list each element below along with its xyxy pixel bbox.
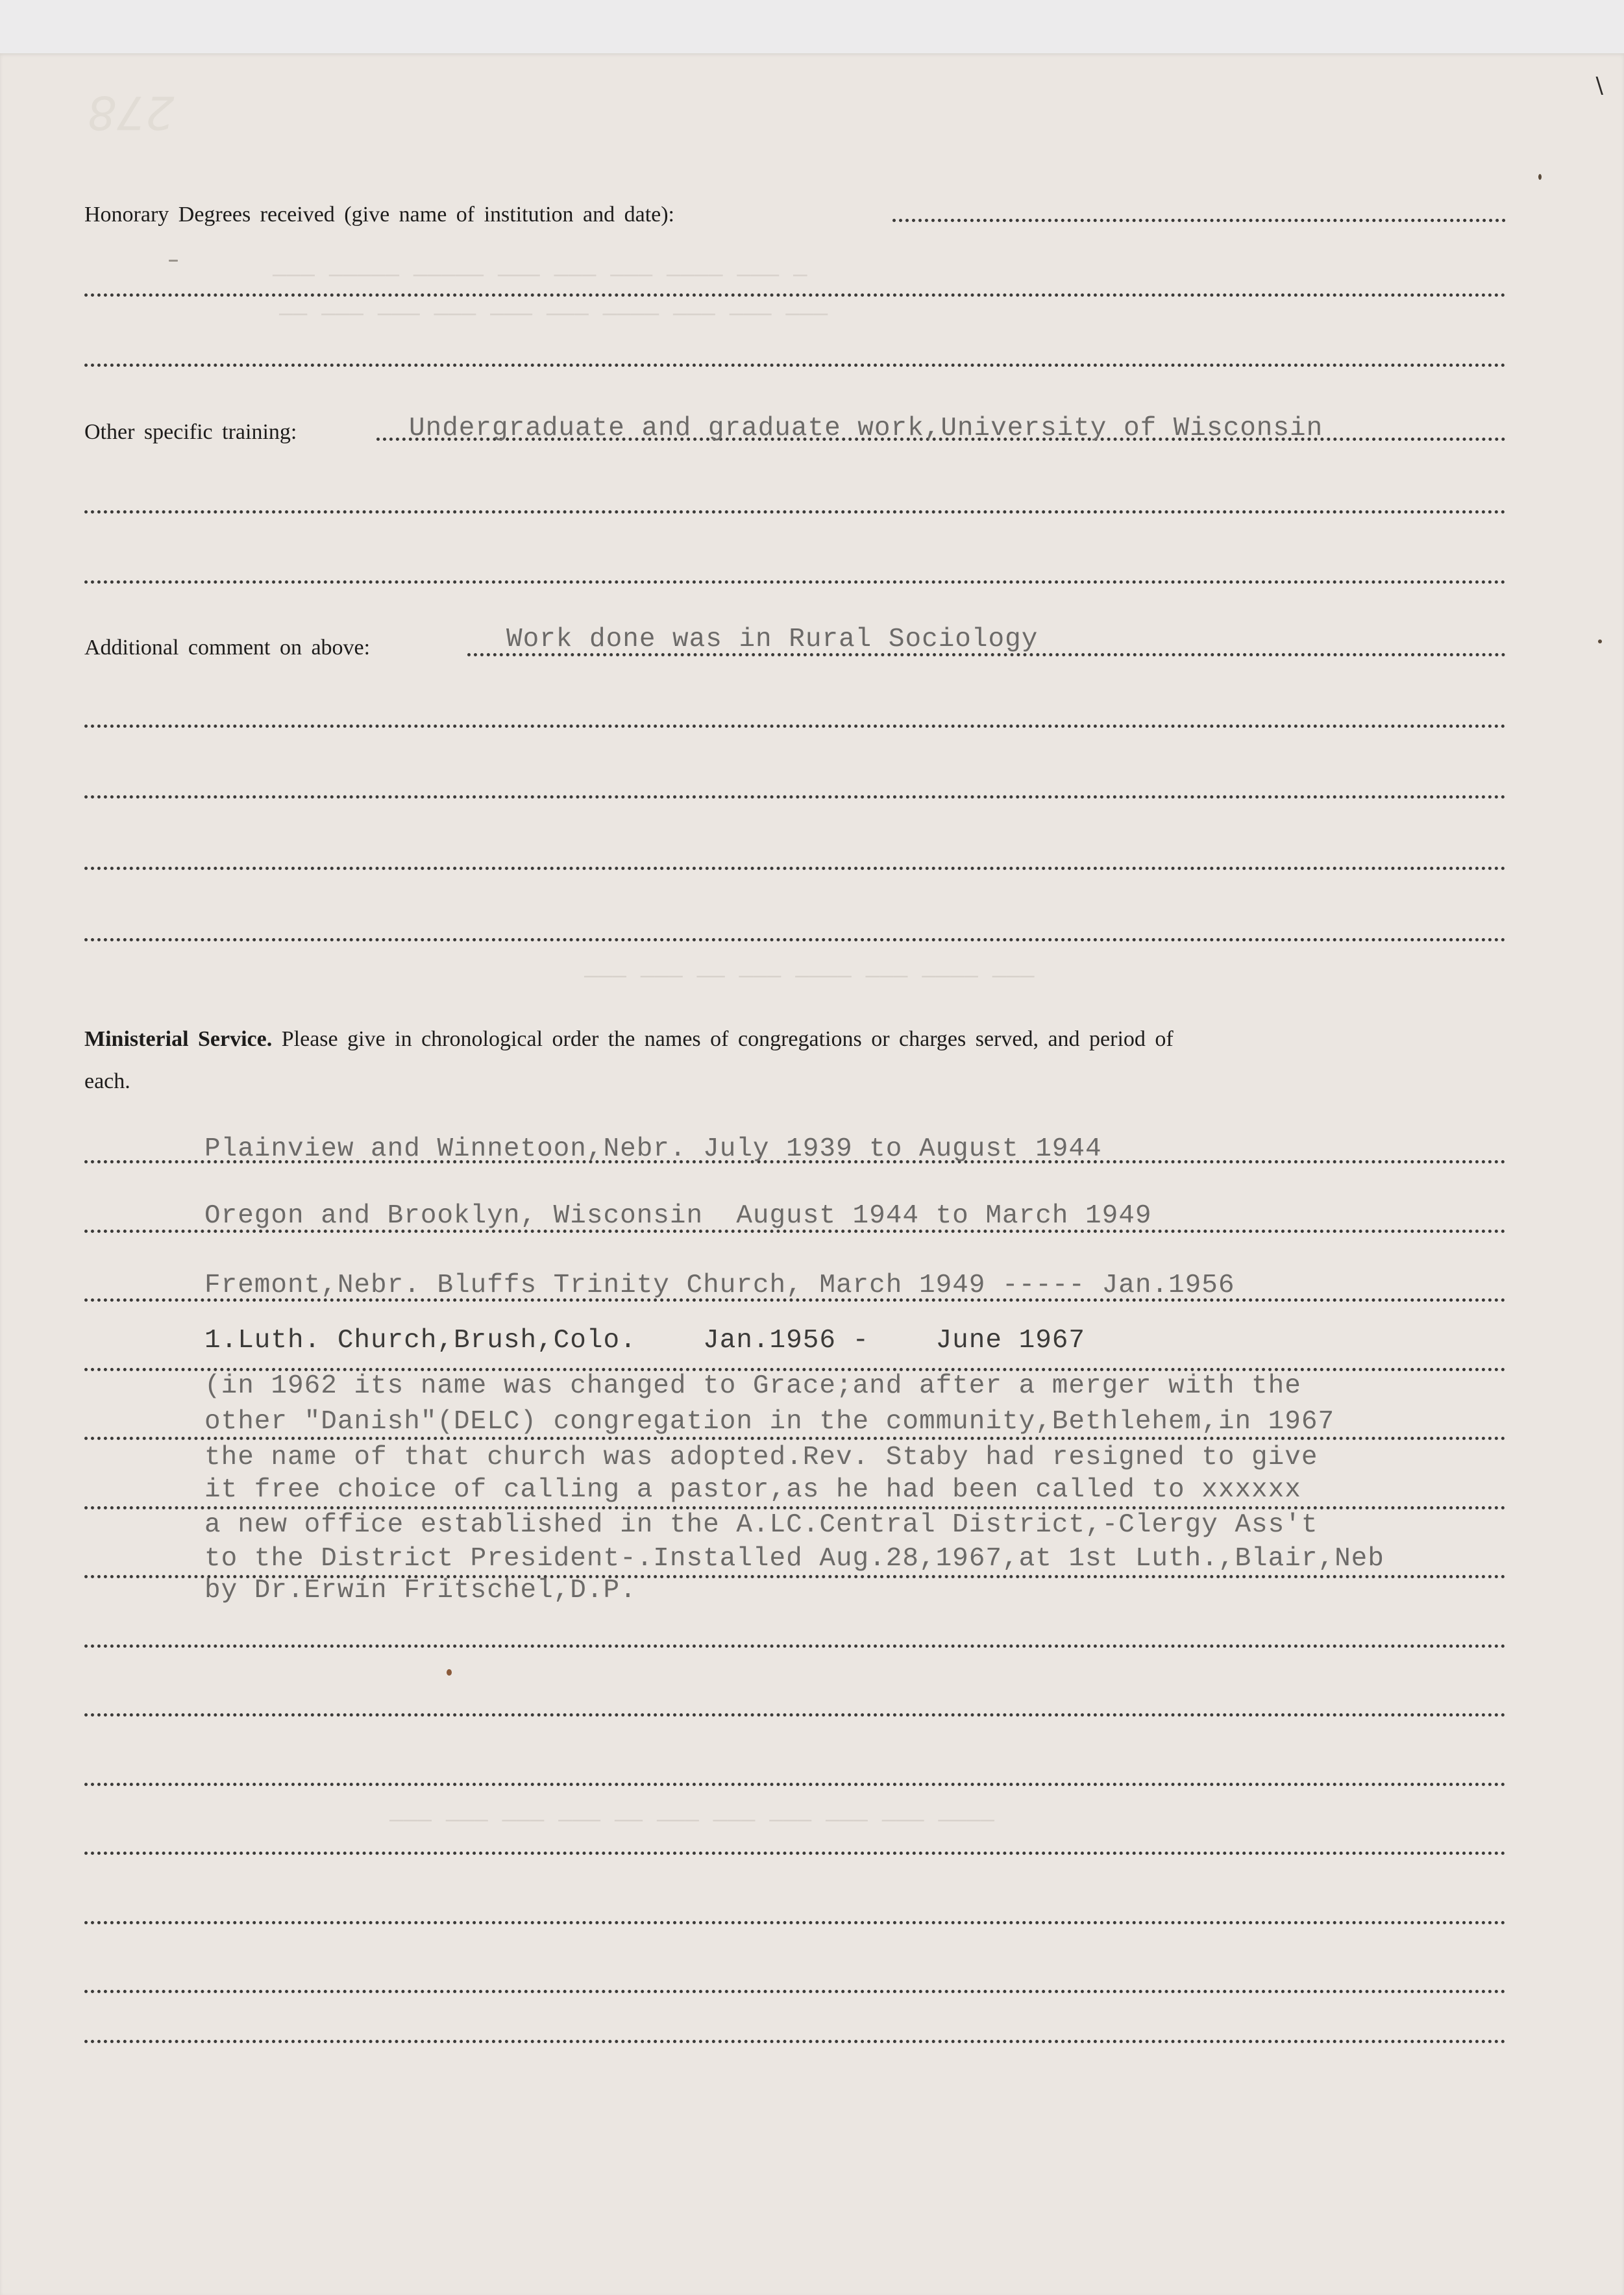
service-field-line[interactable]	[84, 2040, 1506, 2043]
service-field-line[interactable]	[84, 1783, 1506, 1786]
page-number: 278	[88, 86, 175, 139]
ministerial-service-instruction	[84, 1027, 1174, 1052]
other-training-field-line[interactable]	[84, 580, 1506, 584]
bleed-through-text: — ——— ———— ——— ——— ——— ————— ————— ———	[273, 261, 807, 288]
paper-speck	[1598, 639, 1602, 643]
paper-speck	[169, 260, 178, 262]
bleed-through-text: ——— ——— ——— ———— ——— ——— ——— ——— ——— ——	[279, 300, 828, 327]
service-note: a new office established in the A.LC.Central District,-Clergy Ass't	[204, 1510, 1318, 1540]
service-field-line[interactable]	[84, 1713, 1506, 1717]
ministerial-service-instruction-line2: each.	[84, 1069, 130, 1093]
service-field-line[interactable]	[84, 1921, 1506, 1924]
ministerial-service-instruction-line1: Please give in chronological order the names of congregations or charges served, and period of	[281, 1027, 1174, 1051]
service-note: it free choice of calling a pastor,as he had been called to xxxxxx	[204, 1475, 1301, 1505]
service-note: by Dr.Erwin Fritschel,D.P.	[204, 1576, 637, 1606]
bleed-through-text: ——— ———— ——— ———— ——— —— ——— ———	[584, 962, 1035, 989]
additional-comment-field-line[interactable]	[84, 938, 1506, 941]
service-entry: Fremont,Nebr. Bluffs Trinity Church, March 1949 ----- Jan.1956	[204, 1271, 1235, 1300]
service-note: the name of that church was adopted.Rev. Staby had resigned to give	[204, 1443, 1318, 1472]
additional-comment-label: Additional comment on above:	[84, 636, 371, 660]
service-field-line[interactable]	[84, 1644, 1506, 1648]
honorary-degrees-field-line[interactable]	[84, 293, 1506, 297]
honorary-degrees-field-line[interactable]	[84, 364, 1506, 367]
honorary-degrees-field[interactable]	[892, 219, 1506, 222]
other-training-label: Other specific training:	[84, 420, 297, 444]
service-note: (in 1962 its name was changed to Grace;and after a merger with the	[204, 1371, 1301, 1401]
service-entry: Plainview and Winnetoon,Nebr. July 1939 to August 1944	[204, 1134, 1102, 1164]
corner-mark: \	[1595, 73, 1603, 99]
other-training-field-line[interactable]	[84, 510, 1506, 514]
additional-comment-field-line[interactable]	[84, 795, 1506, 799]
service-entry: Oregon and Brooklyn, Wisconsin August 1944 to March 1949	[204, 1201, 1152, 1231]
ministerial-service-heading: Ministerial Service.	[84, 1027, 273, 1051]
other-training-value: Undergraduate and graduate work,University of Wisconsin	[409, 414, 1323, 443]
service-note: to the District President-.Installed Aug.28,1967,at 1st Luth.,Blair,Neb	[204, 1544, 1384, 1574]
honorary-degrees-label: Honorary Degrees received (give name of institution and date):	[84, 203, 675, 227]
service-field-line[interactable]	[84, 1852, 1506, 1855]
bleed-through-text: ———— ——— ——— ——— ——— ——— —— ——— ——— ——— ———	[389, 1806, 994, 1833]
additional-comment-value: Work done was in Rural Sociology	[506, 625, 1039, 654]
paper-speck	[447, 1669, 452, 1676]
additional-comment-field-line[interactable]	[84, 725, 1506, 728]
service-field-line[interactable]	[84, 1990, 1506, 1993]
service-note: other "Danish"(DELC) congregation in the community,Bethlehem,in 1967	[204, 1407, 1335, 1437]
service-field-line[interactable]	[84, 1437, 1506, 1440]
service-entry: 1.Luth. Church,Brush,Colo. Jan.1956 - June 1967	[204, 1326, 1086, 1356]
form-page	[0, 53, 1624, 2295]
paper-speck	[1538, 174, 1542, 180]
service-field-line[interactable]	[84, 1506, 1506, 1509]
additional-comment-field-line[interactable]	[84, 867, 1506, 870]
